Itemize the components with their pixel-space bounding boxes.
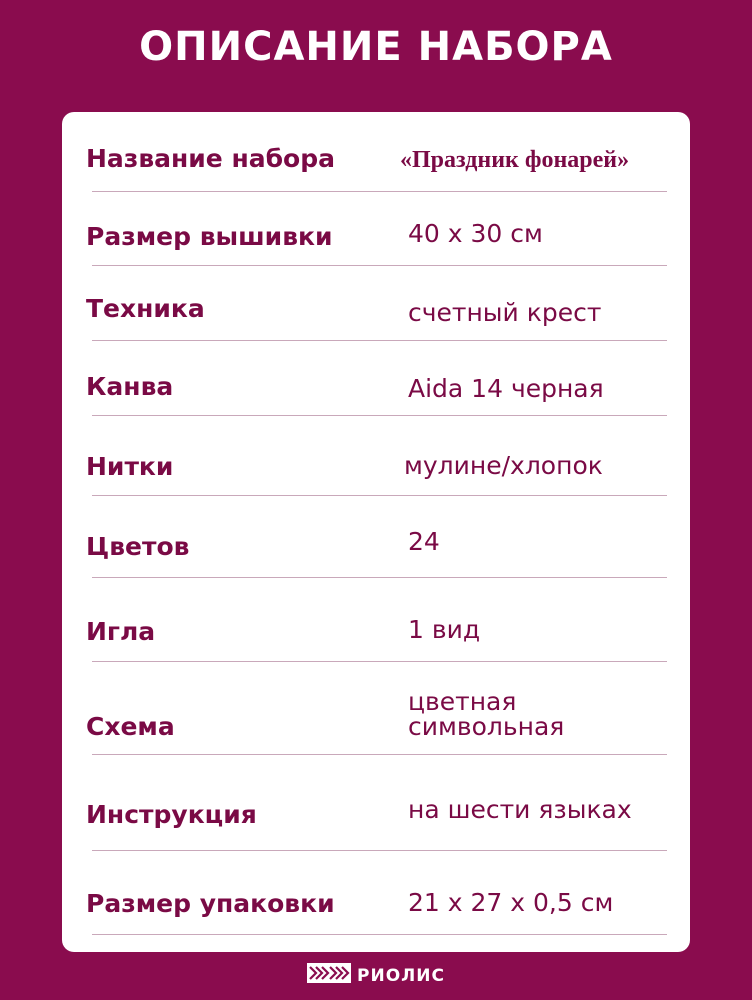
row-divider [92,265,667,266]
page-title: ОПИСАНИЕ НАБОРА [139,24,613,70]
row-value: на шести языках [408,795,632,824]
row-label: Схема [86,712,175,741]
row-divider [92,661,667,662]
row-label: Игла [86,617,156,646]
row-divider [92,495,667,496]
row-divider [92,577,667,578]
row-divider [92,934,667,935]
row-divider [92,754,667,755]
row-label: Размер вышивки [86,222,333,251]
row-value: Aida 14 черная [408,374,604,403]
row-value: 40 х 30 см [408,219,543,248]
row-value: 21 х 27 х 0,5 см [408,888,614,917]
brand-footer [0,963,752,988]
row-label: Техника [86,294,205,323]
brand-name: РИОЛИС [357,965,445,986]
row-value-line2: символьная [408,712,565,741]
row-value-line1: цветная [408,687,517,716]
row-value: «Праздник фонарей» [400,147,630,173]
row-label: Канва [86,372,174,401]
row-value: счетный крест [408,298,602,327]
row-divider [92,415,667,416]
kit-description-card [62,112,690,952]
row-value: мулине/хлопок [404,451,603,480]
row-value: 1 вид [408,615,481,644]
row-label: Цветов [86,532,190,561]
brand-logo-icon [307,963,351,988]
row-divider [92,191,667,192]
row-divider [92,340,667,341]
row-label: Название набора [86,144,335,173]
row-value: 24 [408,527,440,556]
row-divider [92,850,667,851]
row-label: Нитки [86,452,174,481]
row-label: Размер упаковки [86,889,335,918]
row-label: Инструкция [86,800,257,829]
